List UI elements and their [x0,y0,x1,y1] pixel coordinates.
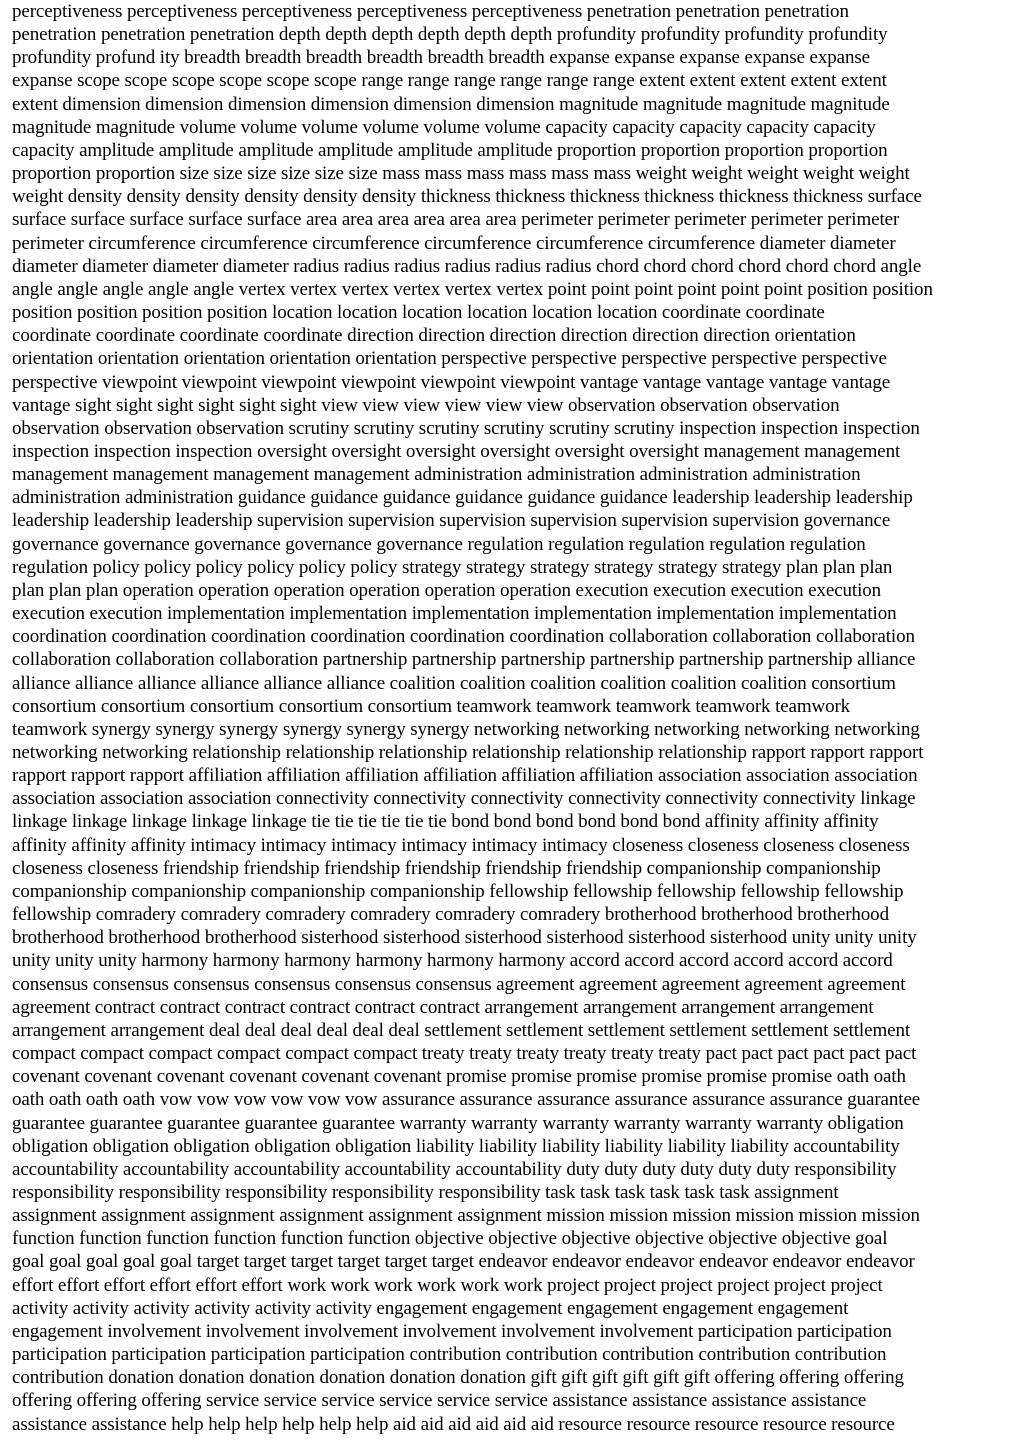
text-line: linkage linkage linkage linkage linkage tie tie tie tie tie tie bond bond bond bond bond bond affinity affinity affinity [12,811,879,833]
text-line: brotherhood brotherhood brotherhood sisterhood sisterhood sisterhood sisterhood sisterhood sisterhood unity unity unity [12,927,917,949]
text-line: affinity affinity affinity intimacy intimacy intimacy intimacy intimacy intimacy closeness closeness closeness closeness [12,834,910,856]
text-line: function function function function function function objective objective objective objective objective objective goal [12,1228,888,1250]
text-line: compact compact compact compact compact compact treaty treaty treaty treaty treaty treaty pact pact pact pact pact pact [12,1043,917,1065]
text-line: position position position position location location location location location location coordinate coordinate [12,302,825,324]
text-line: vantage sight sight sight sight sight sight view view view view view view observation observation observation [12,394,840,416]
text-line: angle angle angle angle angle vertex vertex vertex vertex vertex vertex point point point point point point position position [12,278,933,300]
text-line: diameter diameter diameter diameter radius radius radius radius radius radius chord chord chord chord chord chord angle [12,255,922,277]
text-line: unity unity unity harmony harmony harmony harmony harmony harmony accord accord accord accord accord accord [12,950,893,972]
text-line: teamwork synergy synergy synergy synergy synergy synergy networking networking networking networking networking [12,718,920,740]
text-line: closeness closeness friendship friendship friendship friendship friendship friendship companionship companionship [12,857,881,879]
text-line: profundity profund ity breadth breadth breadth breadth breadth breadth expanse expanse expanse expanse expanse [12,47,870,69]
text-line: goal goal goal goal goal target target target target target target endeavor endeavor endeavor endeavor endeavor endeavor [12,1251,915,1273]
text-line: collaboration collaboration collaboration partnership partnership partnership partnership partnership partnership alliance [12,649,916,671]
text-line: perimeter circumference circumference circumference circumference circumference circumference diameter diameter [12,232,896,254]
text-line: inspection inspection inspection oversight oversight oversight oversight oversight oversight management management [12,440,901,462]
text-line: administration administration guidance guidance guidance guidance guidance guidance leadership leadership leadership [12,487,913,509]
text-line: perspective viewpoint viewpoint viewpoint viewpoint viewpoint viewpoint vantage vantage vantage vantage vantage [12,371,891,393]
text-line: oath oath oath oath vow vow vow vow vow vow assurance assurance assurance assurance assurance assurance guarantee [12,1089,921,1111]
text-line: alliance alliance alliance alliance alliance alliance coalition coalition coalition coalition coalition coalition consortium [12,672,896,694]
text-line: activity activity activity activity activity activity engagement engagement engagement engagement engagement [12,1297,849,1319]
text-line: assistance assistance help help help help help help aid aid aid aid aid aid resource resource resource resource resource [12,1413,895,1435]
text-line: rapport rapport rapport affiliation affiliation affiliation affiliation affiliation affiliation association association association [12,765,918,787]
text-line: coordinate coordinate coordinate coordinate direction direction direction direction direction direction orientation [12,325,856,347]
text-line: penetration penetration penetration depth depth depth depth depth depth profundity profundity profundity profundity [12,24,888,46]
text-line: weight density density density density density density thickness thickness thickness thickness thickness thickness surface [12,186,922,208]
text-line: association association association connectivity connectivity connectivity connectivity connectivity connectivity linkage [12,788,916,810]
text-line: surface surface surface surface surface area area area area area area perimeter perimeter perimeter perimeter perimeter [12,209,900,231]
text-line: effort effort effort effort effort effort work work work work work work project project project project project project [12,1274,883,1296]
text-line: magnitude magnitude volume volume volume volume volume volume capacity capacity capacity capacity capacity [12,116,876,138]
text-line: fellowship comradery comradery comradery comradery comradery comradery brotherhood brotherhood brotherhood [12,904,889,926]
text-line: regulation policy policy policy policy policy policy strategy strategy strategy strategy strategy strategy plan plan plan [12,556,893,578]
text-line: assignment assignment assignment assignment assignment assignment mission mission mission mission mission mission [12,1205,920,1227]
text-line: agreement contract contract contract contract contract contract arrangement arrangement arrangement arrangement [12,996,874,1018]
text-line: engagement involvement involvement involvement involvement involvement involvement participation participation [12,1320,892,1342]
text-line: governance governance governance governance governance regulation regulation regulation regulation regulation [12,533,866,555]
text-line: coordination coordination coordination coordination coordination coordination collaboration collaboration collaboration [12,626,915,648]
text-line: consortium consortium consortium consortium consortium teamwork teamwork teamwork teamwork teamwork [12,695,851,717]
text-line: covenant covenant covenant covenant covenant covenant promise promise promise promise promise promise oath oath [12,1066,906,1088]
text-line: orientation orientation orientation orientation orientation perspective perspective perspective perspective perspective [12,348,887,370]
text-line: consensus consensus consensus consensus consensus consensus agreement agreement agreement agreement agreement [12,973,906,995]
text-line: networking networking relationship relationship relationship relationship relationship relationship rapport rapport rapport [12,742,924,763]
text-line: contribution donation donation donation donation donation donation gift gift gift gift gift gift offering offering offering [12,1367,904,1389]
text-line: obligation obligation obligation obligation obligation liability liability liability liability liability liability accountability [12,1135,900,1157]
text-line: extent dimension dimension dimension dimension dimension dimension magnitude magnitude magnitude magnitude [12,93,890,115]
text-line: arrangement arrangement deal deal deal deal deal deal settlement settlement settlement settlement settlement settlement [12,1019,911,1041]
text-line: plan plan plan operation operation operation operation operation operation execution execution execution execution [12,579,882,601]
text-line: expanse scope scope scope scope scope scope range range range range range range extent extent extent extent extent [12,70,887,92]
text-line: observation observation observation scrutiny scrutiny scrutiny scrutiny scrutiny scrutiny inspection inspection inspection [12,417,920,439]
text-line: proportion proportion size size size size size size mass mass mass mass mass mass weight weight weight weight weight [12,163,910,185]
text-line: capacity amplitude amplitude amplitude amplitude amplitude amplitude proportion proportion proportion proportion [12,139,888,161]
text-line: management management management management administration administration administration administration [12,464,861,486]
text-line: responsibility responsibility responsibility responsibility responsibility task task task task task task assignment [12,1181,839,1203]
text-line: perceptiveness perceptiveness perceptiveness perceptiveness perceptiveness penetration penetration penetration [12,1,849,22]
text-line: offering offering offering service service service service service service assistance assistance assistance assistance [12,1390,867,1412]
text-line: guarantee guarantee guarantee guarantee guarantee warranty warranty warranty warranty warranty warranty obligation [12,1112,904,1134]
text-line: leadership leadership leadership supervision supervision supervision supervision supervision supervision governance [12,510,891,532]
text-line: execution execution implementation implementation implementation implementation implementation implementation [12,603,897,625]
text-line: companionship companionship companionship companionship fellowship fellowship fellowship fellowship fellowship [12,880,904,902]
text-line: accountability accountability accountability accountability accountability duty duty duty duty duty duty responsibility [12,1158,897,1180]
text-line: participation participation participation participation contribution contribution contribution contribution contribution [12,1344,887,1366]
